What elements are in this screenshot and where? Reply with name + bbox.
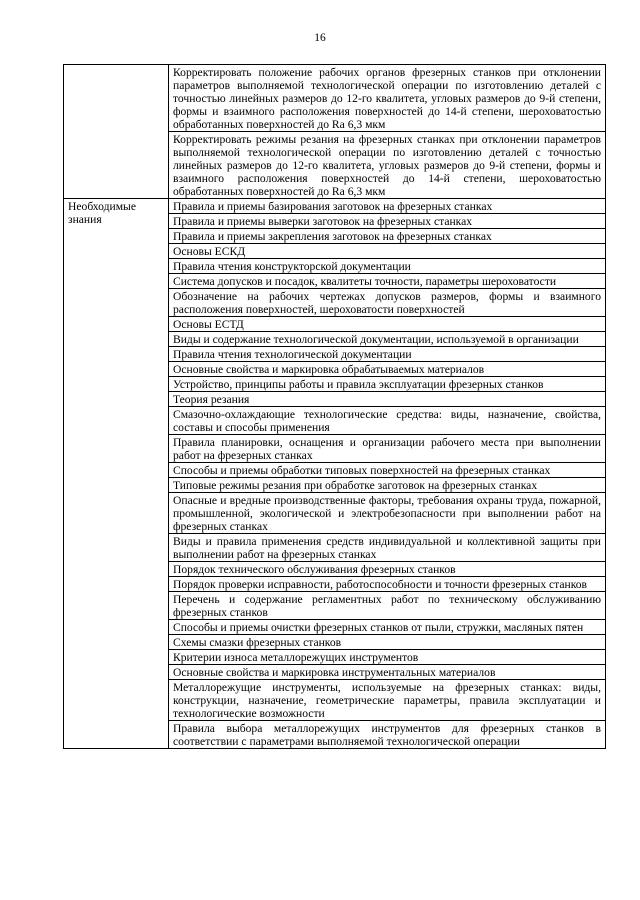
table-row (64, 199, 606, 214)
table-cell: Корректировать положение рабочих органов фрезерных станков при отклонении параметров выполняемой технологической операции по изготовлению деталей с точностью линейных размеров до 12-го квалитета, угловых размеров до 9-й степени, формы и взаимного расположения поверхностей до 14-й степени, шероховатостью обработанных поверхностей до Ra 6,3 мкм (169, 65, 606, 132)
table-cell: Критерии износа металлорежущих инструментов (169, 650, 606, 665)
table-cell: Порядок технического обслуживания фрезерных станков (169, 562, 606, 577)
table-cell: Теория резания (169, 392, 606, 407)
table-cell: Типовые режимы резания при обработке заготовок на фрезерных станках (169, 478, 606, 493)
table-cell: Правила и приемы закрепления заготовок на фрезерных станках (169, 229, 606, 244)
table-cell: Система допусков и посадок, квалитеты точности, параметры шероховатости (169, 274, 606, 289)
table-cell: Основные свойства и маркировка инструментальных материалов (169, 665, 606, 680)
table-body (64, 65, 606, 749)
table-cell: Способы и приемы очистки фрезерных станков от пыли, стружки, масляных пятен (169, 620, 606, 635)
requirements-table (63, 64, 606, 749)
table-cell: Способы и приемы обработки типовых поверхностей на фрезерных станках (169, 463, 606, 478)
table-cell: Опасные и вредные производственные факторы, требования охраны труда, пожарной, промышленной, экологической и электробезопасности при выполнении работ на фрезерных станках (169, 493, 606, 534)
table-cell: Основы ЕСТД (169, 317, 606, 332)
table-cell: Правила планировки, оснащения и организации рабочего места при выполнении работ на фрезерных станках (169, 435, 606, 463)
table-cell: Правила и приемы выверки заготовок на фрезерных станках (169, 214, 606, 229)
section-label: Необходимые знания (64, 199, 169, 749)
empty-label-cell (64, 65, 169, 199)
table-cell: Металлорежущие инструменты, используемые на фрезерных станках: виды, конструкции, назначение, геометрические параметры, правила эксплуатации и технологические возможности (169, 680, 606, 721)
table-cell: Устройство, принципы работы и правила эксплуатации фрезерных станков (169, 377, 606, 392)
page-number: 16 (314, 32, 326, 44)
table-cell: Схемы смазки фрезерных станков (169, 635, 606, 650)
table-cell: Основные свойства и маркировка обрабатываемых материалов (169, 362, 606, 377)
table-cell: Правила чтения конструкторской документации (169, 259, 606, 274)
table-cell: Виды и содержание технологической документации, используемой в организации (169, 332, 606, 347)
table-row (64, 65, 606, 132)
table-cell: Корректировать режимы резания на фрезерных станках при отклонении параметров выполняемой технологической операции по изготовлению деталей с точностью линейных размеров до 12-го квалитета, угловых размеров до 9-й степени, формы и взаимного расположения поверхностей до 14-й степени, шероховатостью обработанных поверхностей до Ra 6,3 мкм (169, 132, 606, 199)
table-cell: Смазочно-охлаждающие технологические средства: виды, назначение, свойства, составы и способы применения (169, 407, 606, 435)
table-cell: Порядок проверки исправности, работоспособности и точности фрезерных станков (169, 577, 606, 592)
table-cell: Правила чтения технологической документации (169, 347, 606, 362)
table-cell: Правила и приемы базирования заготовок на фрезерных станках (169, 199, 606, 214)
table-cell: Перечень и содержание регламентных работ по техническому обслуживанию фрезерных станков (169, 592, 606, 620)
table-cell: Виды и правила применения средств индивидуальной и коллективной защиты при выполнении работ на фрезерных станках (169, 534, 606, 562)
table-cell: Правила выбора металлорежущих инструментов для фрезерных станков в соответствии с параметрами выполняемой технологической операции (169, 721, 606, 749)
table-cell: Обозначение на рабочих чертежах допусков размеров, формы и взаимного расположения поверхностей, шероховатости поверхностей (169, 289, 606, 317)
table-cell: Основы ЕСКД (169, 244, 606, 259)
